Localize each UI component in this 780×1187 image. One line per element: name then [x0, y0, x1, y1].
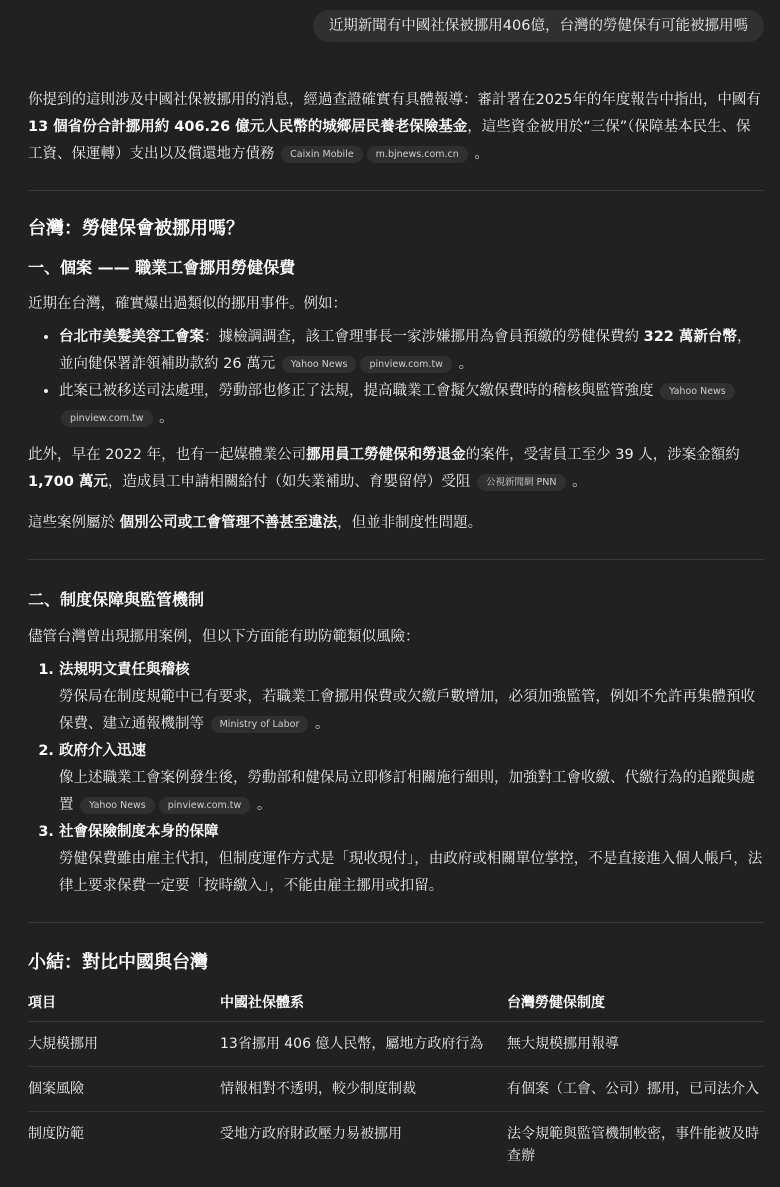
- table-cell: 法令規範與監管機制較密，事件能被及時查辦: [507, 1126, 759, 1164]
- table-cell: 無大規模挪用報導: [507, 1022, 764, 1067]
- heading-taiwan: 台灣：勞健保會被挪用嗎？: [28, 218, 244, 239]
- cases-conclusion: [28, 510, 764, 537]
- source-pill-caixin[interactable]: Caixin Mobile: [281, 146, 363, 163]
- user-message-bubble: 近期新聞有中國社保被挪用406億，台灣的勞健保有可能被挪用嗎: [313, 10, 764, 42]
- source-pill-ministry-of-labor[interactable]: Ministry of Labor: [211, 716, 309, 733]
- table-header-cell: 台灣勞健保制度: [507, 983, 764, 1022]
- item-body: 勞保局在制度規範中已有要求，若職業工會挪用保費或欠繳戶數增加，必須加強監管，例如不允許再集體預收保費、建立通報機制等: [59, 689, 755, 732]
- para-bold: 個別公司或工會管理不善甚至違法: [119, 515, 338, 531]
- table-header-cell: 中國社保體系: [220, 983, 507, 1022]
- list-item: [59, 324, 764, 378]
- source-pill-bjnews[interactable]: m.bjnews.com.cn: [367, 146, 468, 163]
- period: 。: [458, 356, 474, 372]
- table-row: [28, 1067, 764, 1112]
- list-item: [59, 378, 764, 432]
- divider: [28, 559, 764, 560]
- period: 。: [314, 716, 330, 732]
- table-cell: 個案風險: [28, 1067, 220, 1112]
- source-pill-yahoo[interactable]: Yahoo News: [80, 797, 155, 814]
- period: 。: [474, 146, 489, 162]
- table-cell: 制度防範: [28, 1126, 84, 1142]
- system-lead: 儘管台灣曾出現挪用案例，但以下方面能有助防範類似風險：: [28, 629, 420, 645]
- cases-list: [28, 324, 764, 432]
- case-followup-text: 此案已被移送司法處理，勞動部也修正了法規，提高職業工會擬欠繳保費時的稽核與監管強度: [59, 383, 654, 399]
- table-row: [28, 1112, 764, 1179]
- table-row: [28, 1022, 764, 1067]
- source-pill-yahoo[interactable]: Yahoo News: [660, 383, 735, 400]
- source-pill-pinview[interactable]: pinview.com.tw: [61, 410, 153, 427]
- list-item: [59, 738, 764, 819]
- table-cell: 大規模挪用: [28, 1022, 220, 1067]
- period: 。: [256, 797, 272, 813]
- source-pill-pinview[interactable]: pinview.com.tw: [360, 356, 452, 373]
- para-amount: 1,700 萬元: [28, 474, 108, 490]
- case-text-2: ，並向健保署詐領補助款約 26 萬元: [59, 329, 752, 372]
- case-amount: 322 萬新台幣: [643, 329, 737, 345]
- intro-bold: 13 個省份合計挪用約 406.26 億元人民幣的城鄉居民養老保險基金: [28, 119, 468, 135]
- source-pill-pinview[interactable]: pinview.com.tw: [159, 797, 251, 814]
- heading-summary: 小結：對比中國與台灣: [28, 952, 208, 973]
- heading-system: 二、制度保障與監管機制: [28, 590, 205, 609]
- comparison-table: [28, 983, 764, 1178]
- item-title: 社會保險制度本身的保障: [59, 824, 219, 840]
- list-item: [59, 657, 764, 738]
- period: 。: [159, 410, 174, 426]
- chat-thread: [28, 0, 764, 1178]
- case-text: ：據檢調調查，該工會理事長一家涉嫌挪用為會員預繳的勞健保費約: [204, 329, 644, 345]
- media-case-paragraph: [28, 442, 764, 496]
- period: 。: [572, 474, 587, 490]
- table-cell: 13省挪用 406 億人民幣，屬地方政府行為: [220, 1022, 507, 1067]
- para-bold: 挪用員工勞健保和勞退金: [306, 447, 466, 463]
- intro-paragraph: [28, 87, 764, 168]
- divider: [28, 190, 764, 191]
- table-cell: 有個案（工會、公司）挪用，已司法介入: [507, 1067, 764, 1112]
- para-text: 這些案例屬於: [28, 515, 120, 531]
- divider: [28, 922, 764, 923]
- table-header-row: [28, 983, 764, 1022]
- subheading-cases: 一、個案 —— 職業工會挪用勞健保費: [28, 258, 296, 277]
- system-list: [28, 657, 764, 900]
- para-text-2: ，但並非制度性問題。: [337, 515, 483, 531]
- case-title: 台北市美髮美容工會案: [59, 329, 204, 345]
- item-body: 像上述職業工會案例發生後，勞動部和健保局立即修訂相關施行細則，加強對工會收繳、代繳行為的追蹤與處置: [59, 770, 755, 813]
- para-text: 此外，早在 2022 年，也有一起媒體業公司: [28, 447, 307, 463]
- cases-lead: 近期在台灣，確實爆出過類似的挪用事件。例如：: [28, 296, 347, 312]
- intro-text: 你提到的這則涉及中國社保被挪用的消息，經過查證確實有具體報導：審計署在2025年的年度報告中指出，中國有: [28, 92, 761, 108]
- item-title: 政府介入迅速: [59, 743, 146, 759]
- para-text-3: ，造成員工申請相關給付（如失業補助、育嬰留停）受阻: [107, 474, 471, 490]
- table-header-cell: 項目: [28, 983, 220, 1022]
- item-title: 法規明文責任與稽核: [59, 662, 190, 678]
- source-pill-yahoo[interactable]: Yahoo News: [282, 356, 357, 373]
- source-pill-pnn[interactable]: 公視新聞網 PNN: [477, 474, 565, 491]
- item-body: 勞健保費雖由雇主代扣，但制度運作方式是「現收現付」，由政府或相關單位掌控，不是直接進入個人帳戶，法律上要求保費一定要「按時繳入」，不能由雇主挪用或扣留。: [59, 851, 763, 894]
- list-item: [59, 819, 764, 900]
- table-cell: 受地方政府財政壓力易被挪用: [220, 1126, 402, 1142]
- intro-text-2: ，這些資金被用於“三保”（保障基本民生、保工資、保運轉）支出以及償還地方債務: [28, 119, 751, 162]
- user-message-row: [28, 10, 764, 42]
- para-text-2: 的案件，受害員工至少 39 人，涉案金額約: [465, 447, 740, 463]
- table-cell: 情報相對不透明，較少制度制裁: [220, 1067, 507, 1112]
